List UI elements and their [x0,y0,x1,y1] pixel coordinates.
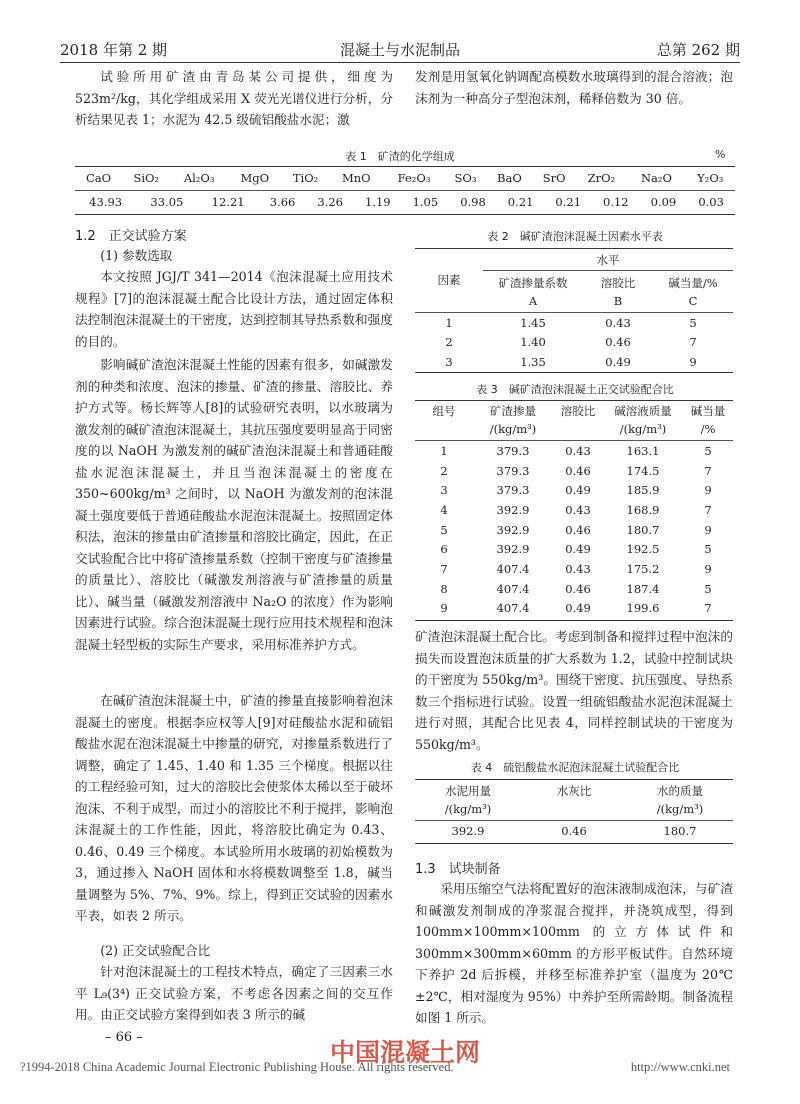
table2-caption: 表 2 碱矿渣泡沫混凝土因素水平表 [487,230,663,243]
table1-header-cell: SiO₂ [133,171,160,185]
table3-header-cell: /(kg/m³) [489,422,537,436]
table2-factor-header: 因素 [437,273,461,287]
table2-column-headers [483,275,733,291]
table1-bottom-rule [75,214,735,215]
table4-header-cell: 水的质量 [657,784,703,798]
table1-value-cell: 1.05 [412,195,439,209]
table1-value-cell: 12.21 [211,195,245,209]
table3-cell: 9 [440,601,448,616]
table1-value-cell: 3.26 [317,195,343,209]
table1-header-cell: SrO [542,171,566,185]
table3-header-cell: 溶胶比 [560,404,596,418]
table4-header-row [415,782,733,800]
table1-header-cell: Na₂O [640,171,672,185]
table3-cell: 7 [704,463,712,478]
table1-value-cell: 0.98 [460,195,486,209]
table-row [415,333,733,353]
table-row [415,520,733,540]
paragraph-factors: 影响碱矿渣泡沫混凝土性能的因素有很多，如碱激发剂的种类和浓度、泡沫的掺量、矿渣的掺量、溶胶比、养护方式等。杨长辉等人[8]的试验研究表明，以水玻璃为激发剂的碱矿渣泡沫混凝土，其抗压强度要明显高于同密度的以 NaOH 为激发剂的碱矿渣泡沫混凝土和普通硅酸盐水泥泡沫混凝土，并且当泡沫混凝土的密度在 350~600kg/m³ 之间时，以 NaOH 为激发剂的泡沫混凝土强度要低于普通硅酸盐水泥泡沫混凝土。按照固定体积法，泡沫的掺量由矿渣掺量和溶胶比确定，因此，在正交试验配合比中将矿渣掺量系数（控制干密度与矿渣掺量的质量比）、溶胶比（碱激发剂溶液与矿渣掺量的质量比）、碱当量（碱激发剂溶液中 Na₂O 的浓度）作为影响因素进行试验。综合泡沫混凝土现行应用技术规程和泡沫混凝土轻型板的实际生产要求，采用标准养护方式。 [75,357,393,652]
site-watermark: 中国混凝土网 [330,1038,481,1067]
table3-top-rule [415,400,733,401]
table2-cell: 5 [689,315,697,330]
table2-cell: 0.43 [605,315,631,330]
table3-cell: 9 [704,522,712,537]
table3-cell: 5 [704,581,712,596]
table1-value-cell: 0.21 [507,195,534,209]
table3-cell: 0.49 [565,483,591,498]
subsection-orthogonal-heading: (2) 正交试验配合比 [100,943,211,958]
table4-header-cell: /(kg/m³) [444,802,492,816]
table1-caption: 表 1 矿渣的化学组成 [345,150,455,163]
table3-cell: 379.3 [496,443,530,458]
paragraph-levels: 在碱矿渣泡沫混凝土中，矿渣的掺量直接影响着泡沫混凝土的密度。根据李应权等人[9]对硅酸盐水泥和硫铝酸盐水泥在泡沫混凝土中掺量的研究，对掺量系数进行了调整，确定了 1.45、1.40 和 1.35 三个梯度。根据以往的工程经验可知，过大的溶胶比会使浆体太稀以至于破坏泡沫、不利于成型，而过小的溶胶比不利于搅拌，影响泡沫混凝土的工作性能，因此，将溶胶比确定为 0.43、0.46、0.49 三个梯度。本试验所用水玻璃的初始模数为 3，通过掺入 NaOH 固体和水将模数调整至 1.8，碱当量调整为 5%、7%、9%。综上，得到正交试验的因素水平表，如表 2 所示。 [75,693,393,923]
table3-body [415,441,733,618]
table1-unit: % [715,148,726,161]
table3-cell: 392.9 [496,542,530,557]
table1-header-cell: TiO₂ [292,171,319,185]
journal-title: 混凝土与水泥制品 [339,41,460,59]
page-number: – 66 – [105,1030,143,1045]
table3-cell: 407.4 [496,561,530,576]
table2-body [415,313,733,372]
table1-value-cell: 0.12 [603,195,629,209]
paragraph-mix-design: 矿渣泡沫混凝土配合比。考虑到制备和搅拌过程中泡沫的损失而设置泡沫质量的扩大系数为 1.2，试验中控制试块的干密度为 550kg/m³。围绕干密度、抗压强度、导热系数三个指标进行试验。设置一组硫铝酸盐水泥泡沫混凝土进行对照，其配合比见表 4，同样控制试块的干密度为 550kg/m³。 [415,629,733,752]
table4-bottom-rule [415,843,733,844]
table1-header-cell: SO₃ [454,171,477,185]
intro-right-paragraph: 发剂是用氢氧化钠调配高模数水玻璃得到的混合溶液；泡沫剂为一种高分子型泡沫剂，稀释倍数为 30 倍。 [415,69,733,106]
paragraph-specimen-prep: 采用压缩空气法将配置好的泡沫液制成泡沫，与矿渣和碱激发剂制成的净浆混合搅拌，并浇筑成型，得到 100mm×100mm×100mm 的立方体试件和 300mm×300mm×60mm 的方形平板试件。自然环境下养护 2d 后拆模，并移至标准养护室（温度为 20℃±2℃，相对湿度为 95%）中养护至所需龄期。制备流程如图 1 所示。 [415,881,733,1025]
table-row [415,579,733,599]
table3-cell: 199.6 [626,601,660,616]
table4-header [415,782,733,818]
table2-letter-b: B [613,294,623,308]
table1-header-cell: Y₂O₃ [697,171,724,185]
table3-cell: 174.5 [626,463,660,478]
table4-cell: 180.7 [663,824,697,838]
table2-cell: 1 [445,315,453,330]
table2-cell: 3 [445,354,453,369]
table3-cell: 379.3 [496,463,530,478]
table3-cell: 392.9 [496,522,530,537]
total-issue-label: 总第 262 期 [656,41,740,59]
table2-header-ratio: 溶胶比 [600,276,636,290]
table-row [415,461,733,481]
table1-value-cell: 0.03 [698,195,724,209]
table4-top-rule [415,779,733,780]
table3-cell: 379.3 [496,483,530,498]
table3-cell: 7 [704,601,712,616]
table3-header-row [415,420,733,438]
table3-cell: 2 [440,463,448,478]
table-row [415,313,733,333]
subsection-params-heading: (1) 参数选取 [100,248,173,263]
table3-cell: 5 [704,542,712,557]
table3-cell: 1 [440,443,448,458]
table3-cell: 392.9 [496,502,530,517]
table3-header [415,402,733,438]
table1-value-cell: 0.09 [650,195,677,209]
table-row [415,500,733,520]
table1-value-cell: 33.05 [150,195,184,209]
table1-header-cell: BaO [497,171,522,185]
table1-header-cell: CaO [86,171,112,185]
table1-header-cell: MgO [240,171,270,185]
section-1-2-heading: 1.2 正交试验方案 [75,229,187,244]
table3-cell: 175.2 [626,561,660,576]
table1-header-cell: MnO [342,171,371,185]
table4-cell: 0.46 [561,824,587,838]
table3-cell: 9 [704,483,712,498]
header-rule [60,62,740,63]
table1 [75,167,735,189]
table1-header-cell: ZrO₂ [587,171,616,185]
table1-value-cell: 3.66 [269,195,296,209]
table-row [415,539,733,559]
footer-url[interactable]: http://www.cnki.net [630,1060,730,1074]
table3-header-cell: /(kg/m³) [619,422,667,436]
table3-cell: 185.9 [626,483,660,498]
table3-cell: 6 [440,542,448,557]
table1-header-cell: Fe₂O₃ [397,171,431,185]
section-1-3-heading: 1.3 试块制备 [415,862,501,877]
table4-header-cell: 水灰比 [556,784,592,798]
table1-value-cell: 1.19 [364,195,391,209]
table2-cell: 1.35 [520,354,546,369]
table4-caption: 表 4 硫铝酸盐水泥泡沫混凝土试验配合比 [470,761,680,774]
table3-cell: 4 [440,502,448,517]
table3-cell: 0.49 [565,542,591,557]
table4-cell: 392.9 [451,824,485,838]
table3-header-cell: 碱当量 [690,404,726,418]
table2-letter-a: A [528,294,538,308]
footer [20,1060,780,1075]
table3-header-cell: 矿渣掺量 [490,404,536,418]
paragraph-orthogonal: 针对泡沫混凝土的工程技术特点，确定了三因素三水平 L₉(3⁴) 正交试验方案，不考虑各因素之间的交互作用。由正交试验方案得到如表 3 所示的碱 [75,964,393,1022]
table3-header-cell: 碱溶液质量 [614,404,672,418]
table2-letter-c: C [688,294,698,308]
table3-cell: 5 [704,443,712,458]
table1-header-cell: Al₂O₃ [183,171,215,185]
table3-cell: 0.49 [565,601,591,616]
table4-body [415,824,733,838]
table2-level-header: 水平 [596,253,620,267]
intro-left-paragraph: 试验所用矿渣由青岛某公司提供，细度为 523m²/kg，其化学组成采用 X 荧光光谱仪进行分析，分析结果见表 1；水泥为 42.5 级硫铝酸盐水泥；激 [75,69,393,127]
table3-cell: 0.43 [565,561,591,576]
table2-cell: 1.40 [520,335,546,350]
table3-header-row [415,402,733,420]
table2-header-alkali: 碱当量/% [668,276,718,290]
table3-header-cell: /% [700,422,716,436]
table3-cell: 0.46 [565,522,591,537]
table2-cell: 2 [445,335,453,350]
table3-header-cell: 组号 [432,404,456,418]
table3-cell: 0.46 [565,581,591,596]
table4-header-cell: /(kg/m³) [656,802,704,816]
table3-cell: 0.46 [565,463,591,478]
paragraph-method: 本文按照 JGJ/T 341—2014《泡沫混凝土应用技术规程》[7]的泡沫混凝土配合比设计方法，通过固定体积法控制泡沫混凝土的干密度，达到控制其导热系数和强度的目的。 [75,269,393,349]
table2-cell: 9 [689,354,697,369]
table1-value-cell: 0.21 [555,195,582,209]
table3-caption: 表 3 碱矿渣泡沫混凝土正交试验配合比 [476,383,674,396]
table2-level-rule [483,270,733,271]
table3-cell: 8 [440,581,448,596]
table3-cell: 7 [704,502,712,517]
table2-bottom-rule [415,372,733,373]
table3-cell: 192.5 [626,542,660,557]
table3-cell: 0.43 [565,443,591,458]
table-row [415,599,733,619]
footer-copyright: ?1994-2018 China Academic Journal Electronic Publishing House. All rights reserved. [20,1060,454,1074]
table3-cell: 187.4 [626,581,660,596]
table-row [415,480,733,500]
table2-letters [483,294,733,308]
table-row [415,352,733,372]
table3-cell: 163.1 [626,443,660,458]
table1-values [75,191,735,213]
table2-header-slag: 矿渣掺量系数 [498,276,568,290]
table4-mid-rule [415,820,733,821]
table2-cell: 1.45 [520,315,546,330]
table-row [415,559,733,579]
table4-header-cell: 水泥用量 [445,784,491,798]
table3-cell: 180.7 [626,522,660,537]
table4-header-row [415,800,733,818]
table3-cell: 168.9 [626,502,660,517]
table2-cell: 0.49 [605,354,631,369]
table3-bottom-rule [415,620,733,621]
table3-cell: 5 [440,522,448,537]
table3-cell: 9 [704,561,712,576]
running-header [60,36,740,60]
table3-cell: 407.4 [496,581,530,596]
table1-value-cell: 43.93 [89,195,123,209]
table-row [415,441,733,461]
table3-cell: 0.43 [565,502,591,517]
table3-cell: 407.4 [496,601,530,616]
table3-cell: 7 [440,561,448,576]
issue-label: 2018 年第 2 期 [60,41,168,59]
table2-cell: 0.46 [605,335,631,350]
table3-cell: 3 [440,483,448,498]
table2-cell: 7 [689,335,697,350]
